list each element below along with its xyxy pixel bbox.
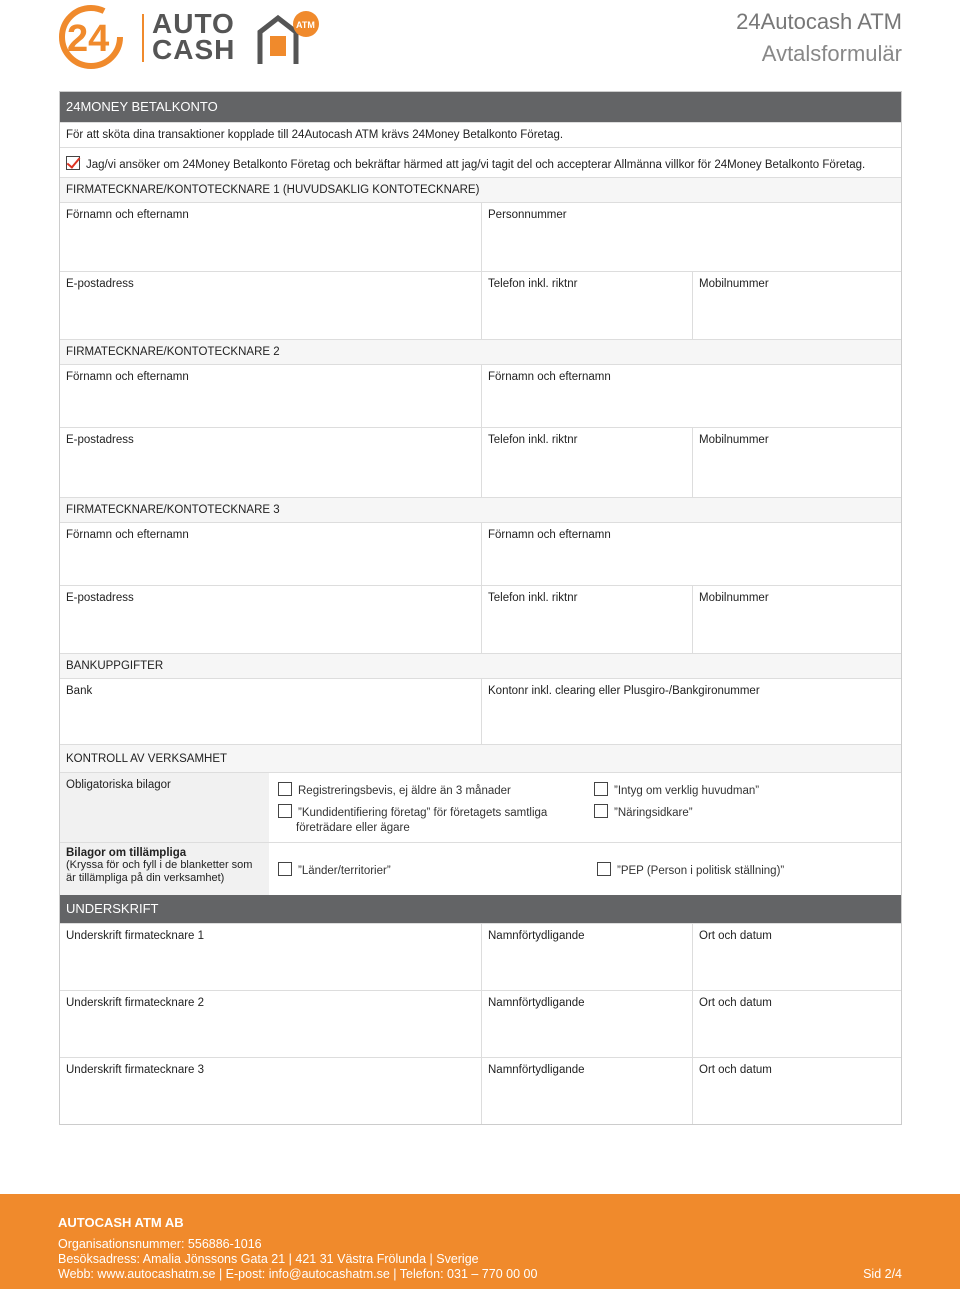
page-footer bbox=[0, 1194, 960, 1289]
signer3-phone-field[interactable] bbox=[481, 586, 692, 653]
account-consent-row bbox=[60, 147, 901, 177]
signer2-heading: FIRMATECKNARE/KONTOTECKNARE 2 bbox=[60, 339, 901, 364]
signer2-email-field[interactable] bbox=[60, 428, 481, 497]
bank-account-label: Kontonr inkl. clearing eller Plusgiro-/Bankgironummer bbox=[488, 685, 760, 697]
signer3-heading: FIRMATECKNARE/KONTOTECKNARE 3 bbox=[60, 497, 901, 522]
clarification-field-2[interactable] bbox=[481, 991, 692, 1057]
clarification-label-2: Namnförtydligande bbox=[488, 997, 585, 1009]
logo-text-cash: CASH bbox=[152, 34, 236, 65]
signer1-phone-label: Telefon inkl. riktnr bbox=[488, 278, 578, 290]
signer2-mobile-label: Mobilnummer bbox=[699, 434, 769, 446]
document-subtitle: Avtalsformulär bbox=[761, 41, 902, 66]
place-date-field-1[interactable] bbox=[692, 924, 901, 990]
logo-text-auto: AUTO bbox=[152, 8, 235, 39]
control-heading: KONTROLL AV VERKSAMHET bbox=[60, 744, 901, 772]
place-date-field-3[interactable] bbox=[692, 1058, 901, 1124]
lander-label: ”Länder/territorier” bbox=[298, 865, 391, 877]
signature-heading: UNDERSKRIFT bbox=[60, 895, 901, 923]
account-intro-text: För att sköta dina transaktioner kopplade till 24Autocash ATM krävs 24Money Betalkonto Företag. bbox=[66, 129, 564, 141]
signer1-name-label: Förnamn och efternamn bbox=[66, 209, 189, 221]
naringsidkare-checkbox[interactable] bbox=[594, 804, 608, 818]
signer2-name-field[interactable] bbox=[60, 365, 481, 427]
optional-note: (Kryssa för och fyll i de blanketter som är tillämpliga på din verksamhet) bbox=[66, 859, 253, 884]
signer1-personnummer-field[interactable] bbox=[481, 203, 901, 271]
footer-org-number: Organisationsnummer: 556886-1016 bbox=[58, 1237, 262, 1251]
document-title-block bbox=[736, 6, 902, 70]
account-intro-row bbox=[60, 122, 901, 147]
signature-row-1 bbox=[60, 923, 901, 990]
signer1-contact-row bbox=[60, 271, 901, 339]
signer1-name-row bbox=[60, 202, 901, 271]
bank-name-label: Bank bbox=[66, 685, 93, 697]
optional-label: Bilagor om tillämpliga bbox=[66, 847, 187, 859]
clarification-field-3[interactable] bbox=[481, 1058, 692, 1124]
option-naringsidkare[interactable] bbox=[594, 804, 693, 819]
agreement-form bbox=[59, 91, 902, 1125]
signature-field-1[interactable] bbox=[60, 924, 481, 990]
clarification-field-1[interactable] bbox=[481, 924, 692, 990]
signer3-phone-label: Telefon inkl. riktnr bbox=[488, 592, 578, 604]
signer3-mobile-field[interactable] bbox=[692, 586, 901, 653]
signer3-name-field[interactable] bbox=[60, 523, 481, 585]
signer2-contact-row bbox=[60, 427, 901, 497]
option-pep[interactable] bbox=[597, 862, 784, 877]
page-header bbox=[0, 0, 960, 80]
signer3-name2-label: Förnamn och efternamn bbox=[488, 529, 611, 541]
signer1-email-field[interactable] bbox=[60, 272, 481, 339]
bank-account-field[interactable] bbox=[481, 679, 901, 744]
signer1-email-label: E-postadress bbox=[66, 278, 134, 290]
signer3-name-label: Förnamn och efternamn bbox=[66, 529, 189, 541]
signer2-name-label: Förnamn och efternamn bbox=[66, 371, 189, 383]
signer1-mobile-field[interactable] bbox=[692, 272, 901, 339]
signer1-mobile-label: Mobilnummer bbox=[699, 278, 769, 290]
lander-checkbox[interactable] bbox=[278, 862, 292, 876]
kundidentifiering-label-cont: företrädare eller ägare bbox=[296, 822, 410, 834]
kundidentifiering-checkbox[interactable] bbox=[278, 804, 292, 818]
document-title: 24Autocash ATM bbox=[736, 9, 902, 34]
bank-row bbox=[60, 678, 901, 744]
signature-label-3: Underskrift firmatecknare 3 bbox=[66, 1064, 205, 1076]
kundidentifiering-label: ”Kundidentifiering företag” för företagets samtliga bbox=[298, 807, 548, 819]
consent-text: Jag/vi ansöker om 24Money Betalkonto Företag och bekräftar härmed att jag/vi tagit del och accepterar Allmänna villkor för 24Money Betalkonto Företag. bbox=[86, 159, 866, 171]
signer1-name-field[interactable] bbox=[60, 203, 481, 271]
bank-name-field[interactable] bbox=[60, 679, 481, 744]
optional-label-cell bbox=[60, 843, 269, 895]
clarification-label-1: Namnförtydligande bbox=[488, 930, 585, 942]
logo-24-mark bbox=[58, 4, 130, 70]
signer2-mobile-field[interactable] bbox=[692, 428, 901, 497]
signer1-personnummer-label: Personnummer bbox=[488, 209, 567, 221]
page-number: Sid 2/4 bbox=[863, 1267, 902, 1281]
mandatory-label-cell bbox=[60, 773, 269, 842]
signer2-email-label: E-postadress bbox=[66, 434, 134, 446]
logo-atm-badge: ATM bbox=[296, 20, 315, 30]
control-optional-row bbox=[60, 842, 901, 895]
signer2-name2-field[interactable] bbox=[481, 365, 901, 427]
clarification-label-3: Namnförtydligande bbox=[488, 1064, 585, 1076]
signature-row-2 bbox=[60, 990, 901, 1057]
registreringsbevis-label: Registreringsbevis, ej äldre än 3 månader bbox=[298, 785, 511, 797]
option-registreringsbevis[interactable] bbox=[278, 782, 511, 797]
consent-checkbox[interactable] bbox=[66, 156, 80, 170]
place-date-label-3: Ort och datum bbox=[699, 1064, 772, 1076]
signer2-phone-label: Telefon inkl. riktnr bbox=[488, 434, 578, 446]
intyg-checkbox[interactable] bbox=[594, 782, 608, 796]
bank-heading: BANKUPPGIFTER bbox=[60, 653, 901, 678]
signer2-name-row bbox=[60, 364, 901, 427]
option-intyg[interactable] bbox=[594, 782, 759, 797]
intyg-label: ”Intyg om verklig huvudman” bbox=[614, 785, 760, 797]
footer-address: Besöksadress: Amalia Jönssons Gata 21 | 421 31 Västra Frölunda | Sverige bbox=[58, 1252, 479, 1266]
signature-field-2[interactable] bbox=[60, 991, 481, 1057]
signer2-name2-label: Förnamn och efternamn bbox=[488, 371, 611, 383]
signer1-heading: FIRMATECKNARE/KONTOTECKNARE 1 (HUVUDSAKLIG KONTOTECKNARE) bbox=[60, 177, 901, 202]
registreringsbevis-checkbox[interactable] bbox=[278, 782, 292, 796]
signer1-phone-field[interactable] bbox=[481, 272, 692, 339]
place-date-field-2[interactable] bbox=[692, 991, 901, 1057]
option-lander[interactable] bbox=[278, 862, 391, 877]
mandatory-label: Obligatoriska bilagor bbox=[66, 779, 171, 791]
signature-label-1: Underskrift firmatecknare 1 bbox=[66, 930, 205, 942]
section-heading-account: 24MONEY BETALKONTO bbox=[60, 92, 901, 122]
footer-contact: Webb: www.autocashatm.se | E-post: info@autocashatm.se | Telefon: 031 – 770 00 00 bbox=[58, 1267, 538, 1281]
signature-field-3[interactable] bbox=[60, 1058, 481, 1124]
place-date-label-2: Ort och datum bbox=[699, 997, 772, 1009]
control-mandatory-row bbox=[60, 772, 901, 842]
footer-company: AUTOCASH ATM AB bbox=[58, 1215, 184, 1230]
signer3-email-label: E-postadress bbox=[66, 592, 134, 604]
signature-row-3 bbox=[60, 1057, 901, 1124]
place-date-label-1: Ort och datum bbox=[699, 930, 772, 942]
signer3-email-field[interactable] bbox=[60, 586, 481, 653]
pep-label: ”PEP (Person i politisk ställning)” bbox=[617, 865, 785, 877]
naringsidkare-label: ”Näringsidkare” bbox=[614, 807, 693, 819]
autocash-logo bbox=[58, 4, 328, 70]
signer3-name-row bbox=[60, 522, 901, 585]
signer2-phone-field[interactable] bbox=[481, 428, 692, 497]
signer3-mobile-label: Mobilnummer bbox=[699, 592, 769, 604]
signer3-contact-row bbox=[60, 585, 901, 653]
logo-number: 24 bbox=[67, 18, 110, 60]
pep-checkbox[interactable] bbox=[597, 862, 611, 876]
signature-label-2: Underskrift firmatecknare 2 bbox=[66, 997, 205, 1009]
signer3-name2-field[interactable] bbox=[481, 523, 901, 585]
atm-icon bbox=[248, 10, 326, 68]
option-kundidentifiering[interactable] bbox=[278, 804, 547, 819]
logo-divider bbox=[142, 14, 144, 62]
